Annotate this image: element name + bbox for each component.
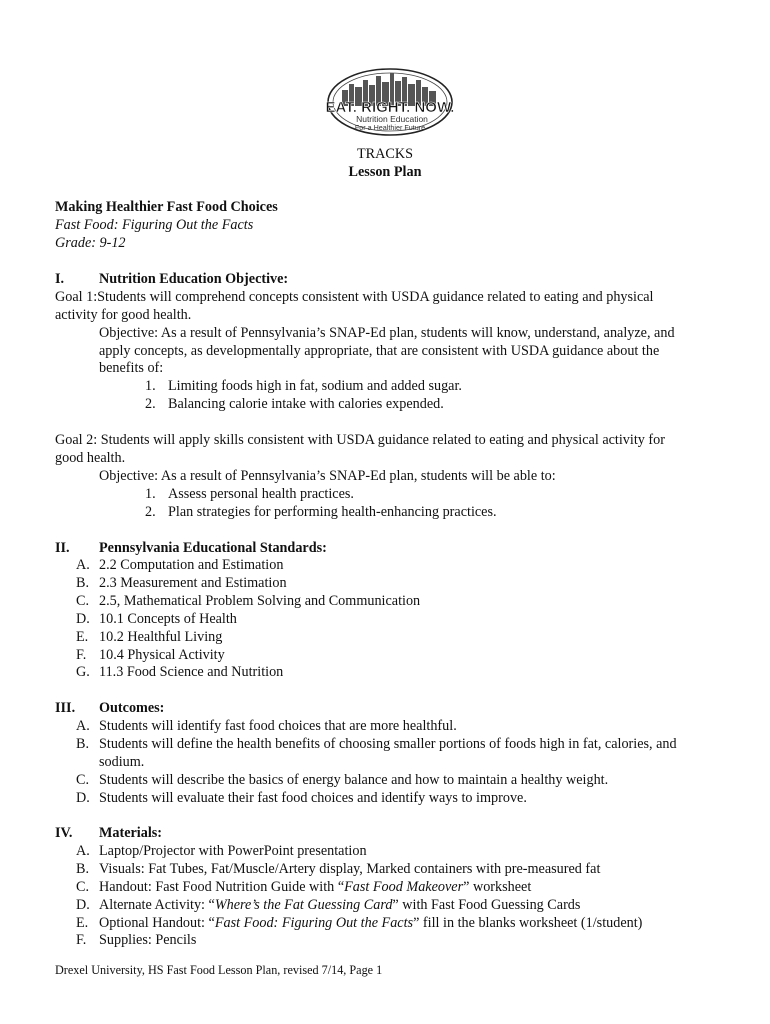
section-1-heading: Nutrition Education Objective: [99, 271, 289, 287]
standard-letter: G. [76, 664, 90, 680]
material-letter: A. [76, 843, 90, 859]
goal-1-line-1: Goal 1:Students will comprehend concepts consistent with USDA guidance related to eating and physical [55, 289, 654, 305]
material-item: Alternate Activity: “Where’s the Fat Guessing Card” with Fast Food Guessing Cards [99, 897, 581, 913]
objective-2-item-number: 1. [145, 486, 156, 502]
standard-text: 10.4 Physical Activity [99, 647, 225, 663]
section-4-number: IV. [55, 825, 73, 841]
eat-right-now-logo [326, 68, 454, 138]
outcome-text: Students will identify fast food choices that are more healthful. [99, 718, 457, 734]
section-2-heading: Pennsylvania Educational Standards: [99, 540, 327, 556]
standard-letter: A. [76, 557, 90, 573]
outcome-letter: D. [76, 790, 90, 806]
material-letter: B. [76, 861, 90, 877]
standard-text: 2.2 Computation and Estimation [99, 557, 284, 573]
lesson-title: Making Healthier Fast Food Choices [55, 199, 278, 215]
objective-1-item-number: 1. [145, 378, 156, 394]
section-2-number: II. [55, 540, 70, 556]
outcome-text: Students will evaluate their fast food choices and identify ways to improve. [99, 790, 527, 806]
material-letter: D. [76, 897, 90, 913]
objective-2-item-text: Assess personal health practices. [168, 486, 354, 502]
standard-letter: E. [76, 629, 89, 645]
section-4-heading: Materials: [99, 825, 163, 841]
logo-tagline-2: For a Healthier Future [354, 123, 426, 132]
goal-2-line-1: Goal 2: Students will apply skills consistent with USDA guidance related to eating and physical activity for [55, 432, 665, 448]
objective-1-item-text: Limiting foods high in fat, sodium and added sugar. [168, 378, 462, 394]
standard-text: 11.3 Food Science and Nutrition [99, 664, 284, 680]
objective-1-line-2: apply concepts, as developmentally appropriate, that are consistent with USDA guidance about the [99, 343, 660, 359]
outcome-text-continued: sodium. [99, 754, 145, 770]
outcome-letter: B. [76, 736, 90, 752]
objective-2-item-number: 2. [145, 504, 156, 520]
outcome-letter: C. [76, 772, 90, 788]
objective-1-line-1: Objective: As a result of Pennsylvania’s SNAP-Ed plan, students will know, understand, analyze, and [99, 325, 675, 341]
material-item: Handout: Fast Food Nutrition Guide with “Fast Food Makeover” worksheet [99, 879, 532, 895]
material-letter: E. [76, 915, 89, 931]
objective-1-line-3: benefits of: [99, 360, 164, 376]
section-1-number: I. [55, 271, 65, 287]
standard-letter: F. [76, 647, 87, 663]
outcome-text: Students will describe the basics of energy balance and how to maintain a healthy weight. [99, 772, 609, 788]
standard-letter: C. [76, 593, 90, 609]
standard-text: 10.2 Healthful Living [99, 629, 223, 645]
program-name: TRACKS [357, 146, 413, 162]
goal-1-line-2: activity for good health. [55, 307, 192, 323]
objective-2-item-text: Plan strategies for performing health-enhancing practices. [168, 504, 497, 520]
standard-letter: D. [76, 611, 90, 627]
material-letter: C. [76, 879, 90, 895]
outcome-letter: A. [76, 718, 90, 734]
goal-2-line-2: good health. [55, 450, 126, 466]
objective-1-item-text: Balancing calorie intake with calories expended. [168, 396, 444, 412]
material-item: Visuals: Fat Tubes, Fat/Muscle/Artery display, Marked containers with pre-measured fat [99, 861, 601, 877]
standard-text: 2.5, Mathematical Problem Solving and Communication [99, 593, 421, 609]
material-item: Supplies: Pencils [99, 932, 197, 948]
outcome-text: Students will define the health benefits of choosing smaller portions of foods high in fat, calories, and [99, 736, 677, 752]
grade-level: Grade: 9-12 [55, 235, 126, 251]
standard-text: 2.3 Measurement and Estimation [99, 575, 287, 591]
page-footer: Drexel University, HS Fast Food Lesson Plan, revised 7/14, Page 1 [55, 963, 383, 977]
standard-letter: B. [76, 575, 90, 591]
material-item: Optional Handout: “Fast Food: Figuring Out the Facts” fill in the blanks worksheet (1/student) [99, 915, 643, 931]
document-type: Lesson Plan [348, 164, 422, 180]
standard-text: 10.1 Concepts of Health [99, 611, 237, 627]
section-3-heading: Outcomes: [99, 700, 165, 716]
logo-title: EAT. RIGHT. NOW. [326, 99, 454, 116]
material-item: Laptop/Projector with PowerPoint presentation [99, 843, 367, 859]
logo-tagline-1: Nutrition Education [356, 114, 428, 124]
objective-1-item-number: 2. [145, 396, 156, 412]
lesson-subtitle: Fast Food: Figuring Out the Facts [55, 217, 254, 233]
objective-2: Objective: As a result of Pennsylvania’s SNAP-Ed plan, students will be able to: [99, 468, 556, 484]
section-3-number: III. [55, 700, 76, 716]
material-letter: F. [76, 932, 87, 948]
